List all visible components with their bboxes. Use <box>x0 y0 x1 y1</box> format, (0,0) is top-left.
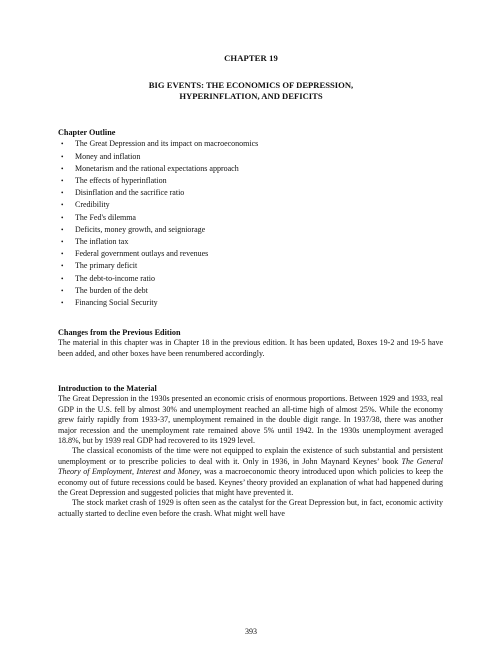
outline-item <box>58 138 443 150</box>
outline-item <box>58 297 443 309</box>
outline-item-text: The primary deficit <box>75 261 138 271</box>
outline-item-text: Monetarism and the rational expectations approach <box>75 163 239 173</box>
changes-paragraph: The material in this chapter was in Chapter 18 in the previous edition. It has been updated, Boxes 19-2 and 19-5 have been added, and other boxes have been renumbered accordingly. <box>58 338 443 358</box>
outline-item <box>58 248 443 260</box>
outline-heading: Chapter Outline <box>58 128 116 137</box>
outline-item <box>58 224 443 236</box>
bullet-icon: • <box>61 286 64 295</box>
bullet-icon: • <box>61 177 64 186</box>
outline-item-text: Financing Social Security <box>75 298 158 308</box>
outline-item-text: The Fed's dilemma <box>75 212 136 222</box>
intro-paragraph-1: The Great Depression in the 1930s presented an economic crisis of enormous proportions. Between 1929 and 1933, real GDP in the U.S. fell by almost 30% and unemployment reached an all-time high of almost 25%. While the economy grew fairly rapidly from 1933-37, unemployment remained in the double digit range. In 1937/38, there was another major recession and the unemployment rate remained above 5% until 1942. In the 1930s unemployment averaged 18.8%, but by 1939 real GDP had recovered to its 1929 level. <box>58 394 443 446</box>
outline-item <box>58 285 443 297</box>
outline-item <box>58 163 443 175</box>
outline-item <box>58 187 443 199</box>
bullet-icon: • <box>61 250 64 259</box>
outline-item <box>58 212 443 224</box>
intro-paragraph-3: The stock market crash of 1929 is often seen as the catalyst for the Great Depression but, in fact, economic activity actually started to decline even before the crash. What might well have <box>58 498 443 518</box>
bullet-icon: • <box>61 189 64 198</box>
outline-item <box>58 236 443 248</box>
bullet-icon: • <box>61 225 64 234</box>
book-title: The General Theory of Employment, Interest and Money <box>58 456 444 477</box>
bullet-icon: • <box>61 299 64 308</box>
bullet-icon: • <box>61 201 64 210</box>
bullet-icon: • <box>61 164 64 173</box>
bullet-icon: • <box>61 140 64 149</box>
bullet-icon: • <box>61 213 64 222</box>
bullet-icon: • <box>61 238 64 247</box>
outline-list <box>58 138 443 309</box>
outline-item <box>58 151 443 163</box>
outline-item-text: Federal government outlays and revenues <box>75 249 209 259</box>
outline-item-text: Deficits, money growth, and seigniorage <box>75 224 206 234</box>
outline-item-text: The debt-to-income ratio <box>75 273 155 283</box>
chapter-title-line-1: BIG EVENTS: THE ECONOMICS OF DEPRESSION, <box>148 80 354 90</box>
intro-heading: Introduction to the Material <box>58 384 157 393</box>
outline-item-text: The inflation tax <box>75 237 129 247</box>
page-number: 393 <box>245 627 257 636</box>
outline-item-text: The Great Depression and its impact on macroeconomics <box>75 139 259 149</box>
bullet-icon: • <box>61 152 64 161</box>
outline-item <box>58 175 443 187</box>
outline-item <box>58 199 443 211</box>
outline-item-text: The burden of the debt <box>75 285 148 295</box>
outline-item-text: Credibility <box>75 200 110 210</box>
chapter-outline-section <box>58 128 443 309</box>
outline-item <box>58 260 443 272</box>
changes-section <box>58 328 443 359</box>
intro-paragraph-2-start: The classical economists of the time were not equipped to explain the existence of such substantial and persistent unemployment or to prescribe policies to deal with it. Only in 1936, in John Maynard Keynes’ book <box>58 446 443 466</box>
changes-heading: Changes from the Previous Edition <box>58 328 181 337</box>
chapter-number: CHAPTER 19 <box>224 53 278 63</box>
bullet-icon: • <box>61 262 64 271</box>
intro-section <box>58 384 443 519</box>
outline-item-text: Money and inflation <box>75 151 141 161</box>
chapter-title-line-2: HYPERINFLATION, AND DEFICITS <box>179 91 323 101</box>
bullet-icon: • <box>61 274 64 283</box>
outline-item <box>58 273 443 285</box>
outline-item-text: The effects of hyperinflation <box>75 176 167 186</box>
outline-item-text: Disinflation and the sacrifice ratio <box>75 188 185 198</box>
chapter-title <box>0 80 502 102</box>
intro-paragraph-2-end: , was a macroeconomic theory introduced upon which policies to keep the economy out of future recessions could be based. Keynes’ theory provided an explanation of what had happened during the Great Depression and suggested policies that might have prevented it. <box>58 467 444 498</box>
intro-paragraph-2 <box>58 446 443 498</box>
